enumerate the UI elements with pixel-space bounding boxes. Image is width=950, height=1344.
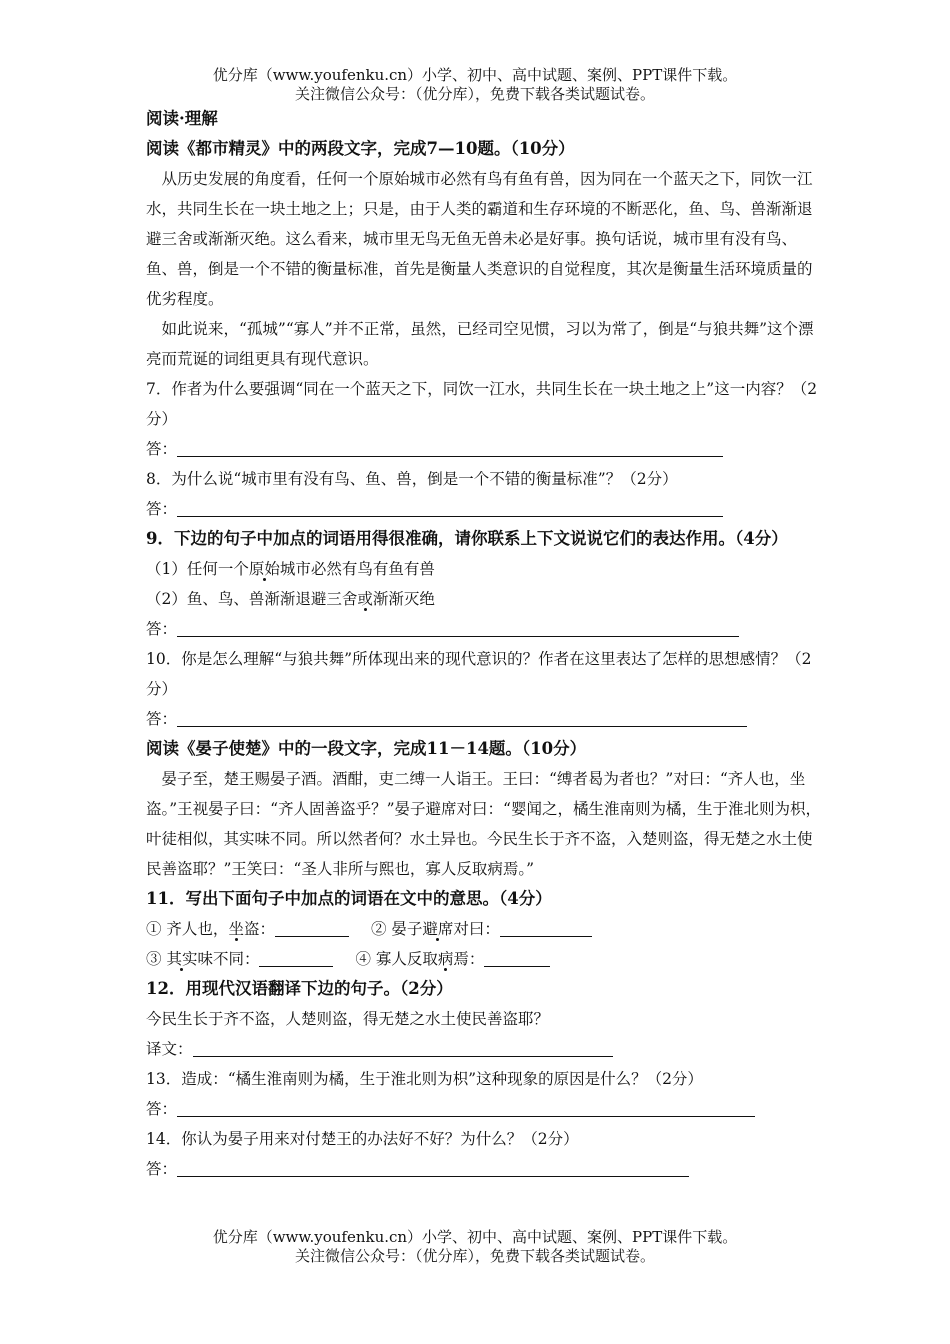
- q11-row-1: [146, 914, 826, 944]
- dotted-word: 病: [437, 950, 454, 968]
- footer-line-2: 关注微信公众号：（优分库），免费下载各类试题试卷。: [294, 1247, 655, 1265]
- dotted-word: 原始: [248, 560, 280, 578]
- question-12: 12．用现代汉语翻译下边的句子。（2分）: [146, 979, 453, 998]
- q11-a-text: ① 齐人也，: [146, 920, 229, 938]
- document-body: [146, 104, 826, 1184]
- q9-item-1: [146, 554, 826, 584]
- q9-item-2-text: （2）鱼、鸟、兽渐渐退避三舍: [146, 590, 358, 608]
- dotted-word: 坐: [228, 920, 244, 938]
- answer-line-q9[interactable]: [146, 614, 826, 644]
- question-7: 7．作者为什么要强调“同在一个蓝天之下，同饮一江水，共同生长在一块土地之上”这一内容？（2分）: [146, 380, 818, 428]
- q11-row-2: [146, 944, 826, 974]
- question-9: 9．下边的句子中加点的词语用得很准确，请你联系上下文说说它们的表达作用。（4分）: [146, 529, 788, 548]
- answer-blank[interactable]: [177, 498, 723, 517]
- answer-label: 答：: [146, 440, 178, 458]
- answer-label: 答：: [146, 1100, 178, 1118]
- page-header: [0, 66, 950, 104]
- answer-line-q12[interactable]: [146, 1034, 826, 1064]
- question-11: 11．写出下面句子中加点的词语在文中的意思。（4分）: [146, 889, 552, 908]
- part2-paragraph: 晏子至，楚王赐晏子酒。酒酣，吏二缚一人诣王。王曰：“缚者曷为者也？”对曰：“齐人也，坐盗。”王视晏子曰：“齐人固善盗乎？”晏子避席对曰：“婴闻之，橘生淮南则为橘，生于淮北则为枳，叶徒相似，其实味不同。所以然者何？水土异也。今民生长于齐不盗，入楚则盗，得无楚之水土使民善盗耶？”王笑曰：“圣人非所与熙也，寡人反取病焉。”: [146, 770, 821, 878]
- part1-paragraph-2: 如此说来，“孤城”“寡人”并不正常，虽然，已经司空见惯，习以为常了，倒是“与狼共舞”这个漂亮而荒诞的词组更具有现代意识。: [146, 320, 814, 368]
- q11-b-text: ② 晏子: [370, 920, 423, 938]
- answer-label: 答：: [146, 500, 178, 518]
- part2-title: 阅读《晏子使楚》中的一段文字，完成11－14题。（10分）: [146, 739, 587, 758]
- q12-sentence: 今民生长于齐不盗，人楚则盗，得无楚之水土使民善盗耶？: [146, 1010, 550, 1028]
- answer-label: 答：: [146, 710, 178, 728]
- dotted-word: 避席: [422, 920, 454, 938]
- q11-c-blank[interactable]: [259, 948, 333, 967]
- answer-line-q8[interactable]: [146, 494, 826, 524]
- question-13: 13．造成：“橘生淮南则为橘，生于淮北则为枳”这种现象的原因是什么？（2分）: [146, 1070, 703, 1088]
- question-8: 8．为什么说“城市里有没有鸟、鱼、兽，倒是一个不错的衡量标准”？（2分）: [146, 470, 678, 488]
- q9-item-2-text-end: 渐渐灭绝: [372, 590, 435, 608]
- header-line-2: 关注微信公众号：（优分库），免费下载各类试题试卷。: [294, 85, 655, 103]
- q11-b-blank[interactable]: [500, 918, 592, 937]
- answer-line-q10[interactable]: [146, 704, 826, 734]
- answer-line-q7[interactable]: [146, 434, 826, 464]
- dotted-word: 或: [357, 590, 373, 608]
- q9-item-2: [146, 584, 826, 614]
- q11-b-text-end: 对曰：: [453, 920, 500, 938]
- answer-blank[interactable]: [193, 1038, 613, 1057]
- q11-a-blank[interactable]: [275, 918, 349, 937]
- question-10: 10．你是怎么理解“与狼共舞”所体现出来的现代意识的？作者在这里表达了怎样的思想感情？（2分）: [146, 650, 812, 698]
- answer-label: 答：: [146, 1160, 178, 1178]
- answer-line-q13[interactable]: [146, 1094, 826, 1124]
- q11-c-text-end: 味不同：: [197, 950, 260, 968]
- q11-d-blank[interactable]: [484, 948, 550, 967]
- answer-label: 答：: [146, 620, 178, 638]
- question-14: 14．你认为晏子用来对付楚王的办法好不好？为什么？（2分）: [146, 1130, 579, 1148]
- q11-d-text-end: 焉：: [453, 950, 485, 968]
- dotted-word: 其实: [166, 950, 198, 968]
- answer-blank[interactable]: [177, 708, 747, 727]
- section-title: 阅读·理解: [146, 109, 218, 128]
- answer-blank[interactable]: [177, 1098, 755, 1117]
- answer-line-q14[interactable]: [146, 1154, 826, 1184]
- q9-item-1-text: （1）任何一个: [146, 560, 249, 578]
- q11-c-text: ③: [146, 950, 167, 968]
- part1-title: 阅读《都市精灵》中的两段文字，完成7—10题。（10分）: [146, 139, 575, 158]
- header-line-1: 优分库（www.youfenku.cn）小学、初中、高中试题、案例、PPT课件下载。: [212, 66, 738, 84]
- part1-paragraph-1: 从历史发展的角度看，任何一个原始城市必然有鸟有鱼有兽，因为同在一个蓝天之下，同饮一江水，共同生长在一块土地之上；只是，由于人类的霸道和生存环境的不断恶化，鱼、鸟、兽渐渐退避三舍或渐渐灭绝。这么看来，城市里无鸟无鱼无兽未必是好事。换句话说，城市里有没有鸟、鱼、兽，倒是一个不错的衡量标准，首先是衡量人类意识的自觉程度，其次是衡量生活环境质量的优劣程度。: [146, 170, 813, 308]
- translation-label: 译文：: [146, 1040, 193, 1058]
- answer-blank[interactable]: [177, 1158, 689, 1177]
- q11-d-text: ④ 寡人反取: [355, 950, 438, 968]
- answer-blank[interactable]: [177, 438, 723, 457]
- footer-line-1: 优分库（www.youfenku.cn）小学、初中、高中试题、案例、PPT课件下载。: [212, 1228, 738, 1246]
- page-footer: [0, 1228, 950, 1266]
- q11-a-text-end: 盗：: [243, 920, 275, 938]
- answer-blank[interactable]: [177, 618, 739, 637]
- q9-item-1-text-end: 城市必然有鸟有鱼有兽: [279, 560, 435, 578]
